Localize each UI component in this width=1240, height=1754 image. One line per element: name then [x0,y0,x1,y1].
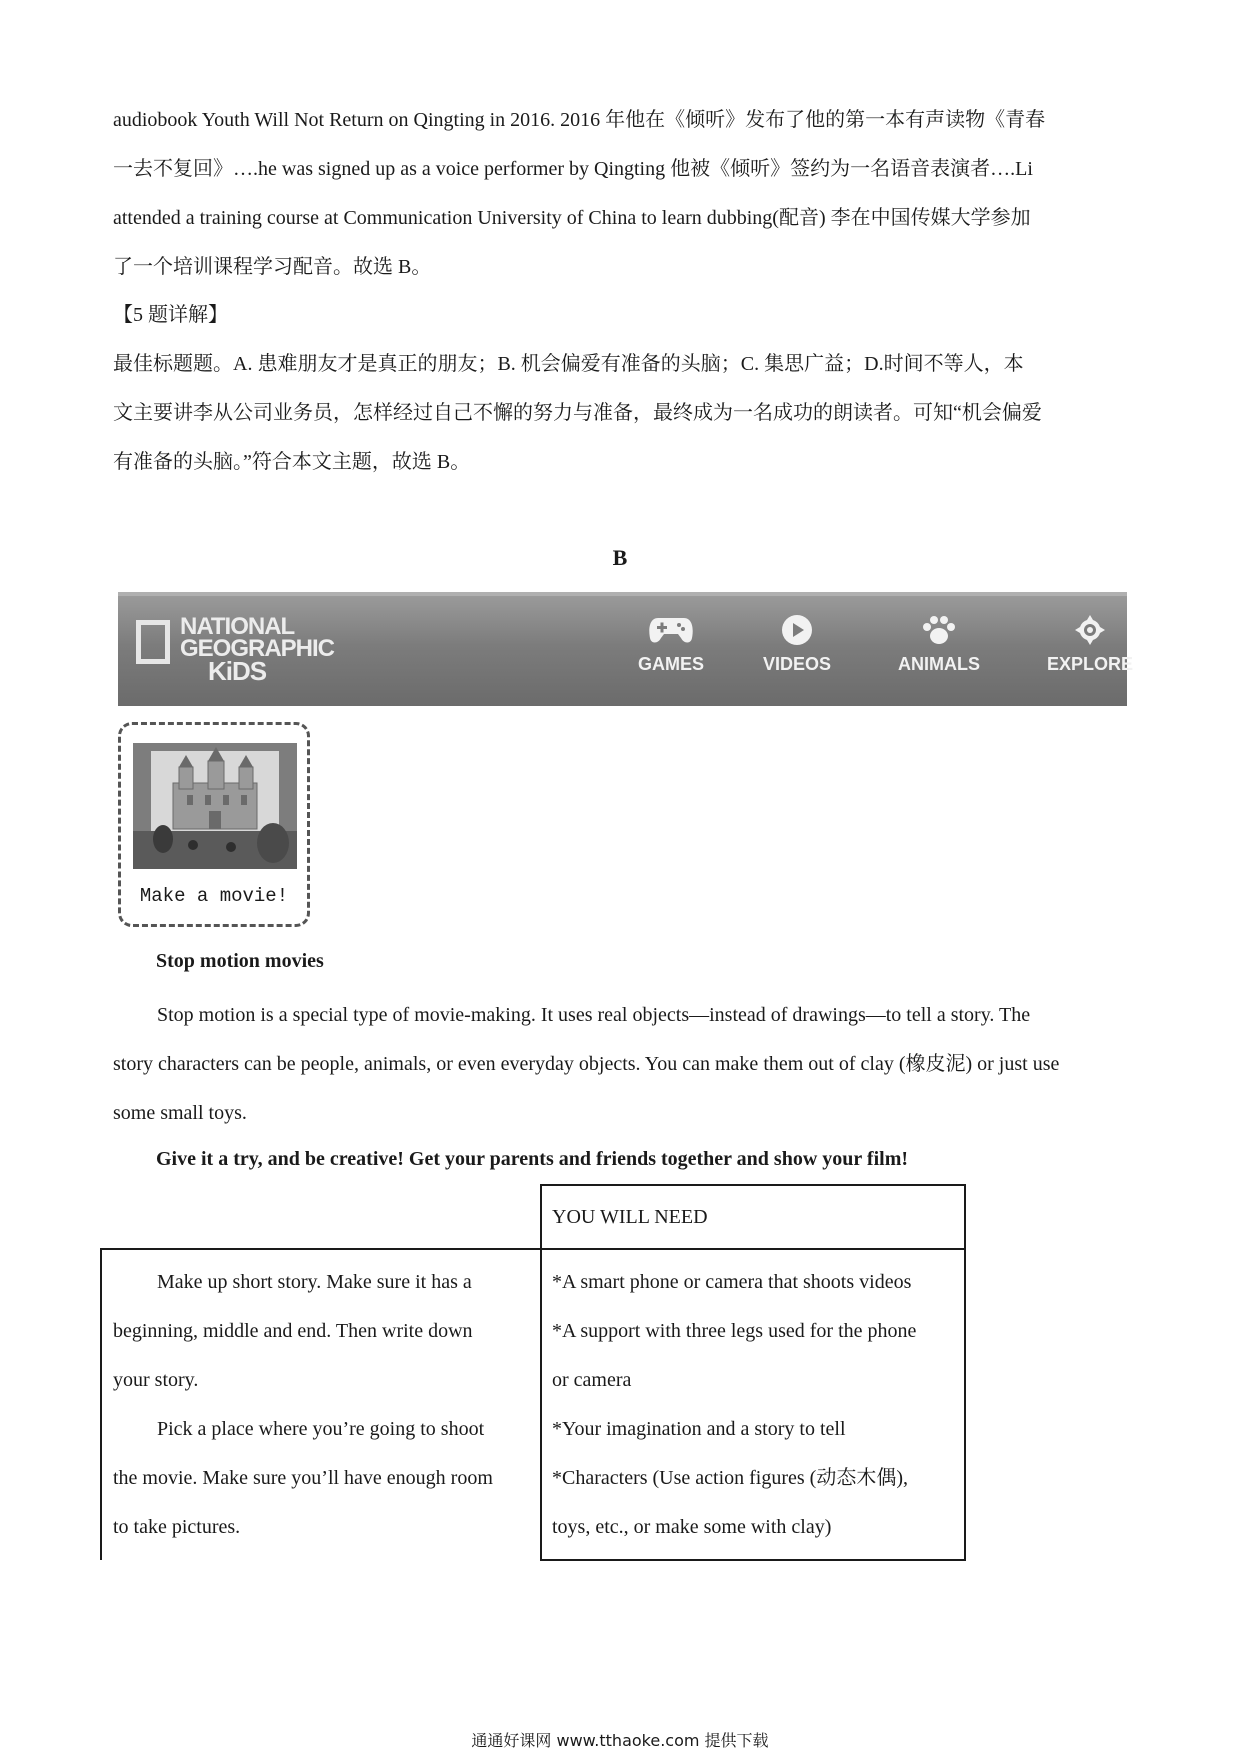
question-5-heading: 【5 题详解】 [113,304,228,326]
text-line: audiobook Youth Will Not Return on Qingting in 2016. 2016 年他在《倾听》发布了他的第一本有声读物《青春 [113,109,1046,131]
text-line: 最佳标题题。A. 患难朋友才是真正的朋友；B. 机会偏爱有准备的头脑；C. 集思广益；D.时间不等人，本 [113,353,1024,375]
text-line: attended a training course at Communication University of China to learn dubbing(配音) 李在中国传媒大学参加 [113,207,1031,229]
card-label: Make a movie! [139,885,289,907]
table-header-you-will-need: YOU WILL NEED [552,1206,708,1228]
logo-line: KiDS [208,656,267,686]
text-line: *Characters (Use action figures (动态木偶), [552,1467,908,1489]
article-body [113,991,1128,1138]
nav-animals[interactable] [884,614,994,675]
nav-videos[interactable] [742,614,852,675]
play-icon [781,614,813,646]
question-5-paragraph [113,340,1128,487]
gamepad-icon [648,614,694,646]
text-line: Stop motion is a special type of movie-making. It uses real objects—instead of drawings—to tell a story. The [157,1004,1031,1026]
table-border [100,1248,966,1250]
text-line: *A support with three legs used for the phone [552,1320,917,1342]
text-line: 一去不复回》….he was signed up as a voice performer by Qingting 他被《倾听》签约为一名语音表演者….Li [113,158,1033,180]
paw-icon [921,614,957,646]
text-line: some small toys. [113,1102,247,1124]
text-line: the movie. Make sure you’ll have enough room [113,1467,493,1489]
yellow-border-icon [136,620,170,664]
natgeo-kids-banner [118,592,1134,706]
table-left-cell [113,1258,533,1552]
article-title: Stop motion movies [156,950,324,972]
answer-explanation-paragraph [113,96,1128,292]
text-line: story characters can be people, animals, or even everyday objects. You can make them out of clay (橡皮泥) or just use [113,1053,1060,1075]
table-border [540,1184,542,1561]
logo-line: GEOGRAPHIC [180,635,335,662]
nav-label: VIDEOS [762,654,832,674]
text-line: your story. [113,1369,199,1391]
table-border [541,1184,966,1186]
text-line: *Your imagination and a story to tell [552,1418,846,1440]
text-line: *A smart phone or camera that shoots videos [552,1271,912,1293]
stop-motion-castle-photo [133,743,297,869]
text-line: 有准备的头脑。”符合本文主题，故选 B。 [113,451,471,473]
text-line: toys, etc., or make some with clay) [552,1516,832,1538]
make-a-movie-card[interactable] [118,722,310,927]
nav-games[interactable] [616,614,726,675]
text-line: to take pictures. [113,1516,241,1538]
logo-line: NATIONAL [180,613,295,640]
compass-icon [1074,614,1106,646]
nav-explore[interactable] [1035,614,1145,675]
text-line: Pick a place where you’re going to shoot [157,1418,485,1440]
nav-label: EXPLORE [1046,654,1134,674]
table-border [964,1184,966,1561]
text-line: Make up short story. Make sure it has a [157,1271,472,1293]
text-line: 了一个培训课程学习配音。故选 B。 [113,256,432,278]
text-line: or camera [552,1369,632,1391]
table-right-cell [552,1258,958,1552]
text-line: 文主要讲李从公司业务员，怎样经过自己不懈的努力与准备，最终成为一名成功的朗读者。可知“机会偏爱 [113,402,1042,424]
nav-label: GAMES [637,654,704,674]
page-footer: 通通好课网 www.tthaoke.com 提供下载 [471,1731,769,1750]
table-border [541,1559,966,1561]
section-letter: B [612,545,628,570]
text-line: beginning, middle and end. Then write down [113,1320,473,1342]
table-border [100,1248,102,1560]
nav-label: ANIMALS [898,654,980,674]
call-to-action: Give it a try, and be creative! Get your parents and friends together and show your film! [156,1148,909,1170]
